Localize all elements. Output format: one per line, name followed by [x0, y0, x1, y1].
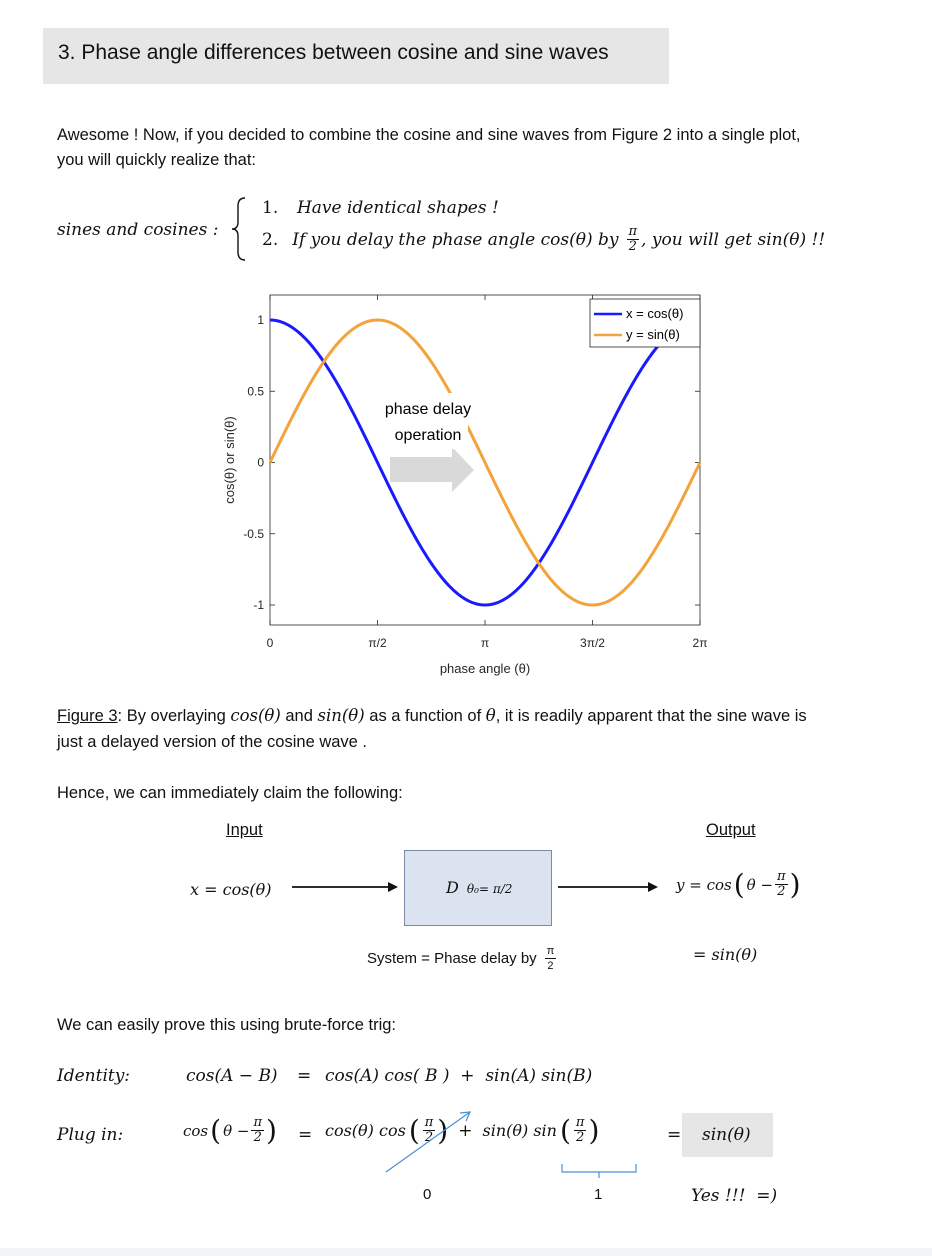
system-description-text: System = Phase delay by	[367, 950, 537, 967]
system-block-d: D	[446, 878, 459, 897]
caption-theta: θ	[485, 706, 496, 725]
annotation-line-1: phase delay	[384, 401, 472, 418]
caption-and: and	[280, 707, 318, 725]
input-expression: x = cos(θ)	[190, 880, 272, 899]
plug-in-equals-2: =	[667, 1125, 682, 1145]
system-block-subscript: θ₀= π/2	[466, 882, 513, 896]
fact-item-2-text-b: , you will get sin(θ) !!	[641, 229, 826, 250]
plug-lhs-fraction-numerator: π	[253, 1115, 262, 1130]
x-tick-label: π	[480, 636, 490, 650]
plug-rhs-fraction-1-numerator: π	[424, 1115, 434, 1130]
plug-in-equals: =	[298, 1125, 313, 1145]
plug-rhs-left-paren-2: (	[559, 1114, 571, 1147]
figure-caption-line-2: just a delayed version of the cosine wave .	[57, 733, 368, 751]
pi-over-2-fraction	[627, 225, 640, 254]
x-tick-label: 3π/2	[580, 636, 605, 650]
plug-rhs-right-paren-1: )	[437, 1114, 449, 1147]
annotation-line-2: operation	[394, 427, 462, 444]
system-fraction-denominator: 2	[547, 960, 554, 972]
fact-item-2-text-a: If you delay the phase angle cos(θ) by	[292, 229, 619, 250]
output-equals-sin: = sin(θ)	[693, 945, 758, 964]
proof-intro: We can easily prove this using brute-force trig:	[57, 1016, 397, 1034]
system-block-label	[446, 878, 512, 897]
section-heading: 3. Phase angle differences between cosine and sine waves	[58, 41, 609, 64]
y-tick-label: 0	[257, 455, 264, 470]
plug-lhs-fraction-denominator: 2	[253, 1130, 262, 1145]
caption-cos: cos(θ)	[230, 706, 281, 725]
input-arrow	[290, 880, 400, 894]
plug-rhs-fraction-1-denominator: 2	[424, 1130, 434, 1145]
plug-rhs-plus: +	[458, 1120, 473, 1141]
plug-rhs-fraction-2-denominator: 2	[576, 1130, 585, 1145]
figure-label-colon: :	[117, 707, 123, 725]
plug-rhs-sin-term: sin(θ) sin	[482, 1121, 557, 1140]
output-expr-a: y = cos	[676, 875, 732, 894]
facts-label: sines and cosines :	[57, 220, 219, 240]
y-tick-label: -1	[253, 598, 264, 612]
figure-label: Figure 3	[57, 707, 118, 725]
output-expression	[676, 868, 801, 901]
output-fraction-numerator: π	[777, 869, 786, 884]
system-fraction	[545, 944, 557, 973]
y-tick-label: 0.5	[247, 384, 264, 399]
fact-item-2-number: 2.	[262, 229, 279, 250]
fraction-denominator: 2	[628, 239, 637, 254]
page-bottom-edge	[0, 1248, 932, 1256]
output-theta: θ −	[746, 875, 774, 894]
plug-rhs-cos-term: cos(θ) cos	[325, 1121, 406, 1140]
caption-text-a: By overlaying	[122, 707, 231, 725]
y-tick-label: -0.5	[243, 526, 264, 541]
system-fraction-numerator: π	[546, 945, 555, 957]
underbrace	[562, 1164, 636, 1178]
fact-item-2	[262, 225, 825, 254]
output-fraction	[775, 870, 788, 899]
plug-in-label: Plug in:	[57, 1125, 124, 1145]
output-arrow	[556, 880, 660, 894]
input-label: Input	[226, 821, 263, 839]
plug-lhs-cos: cos	[183, 1121, 209, 1140]
figure-caption-line-1	[57, 703, 807, 729]
caption-sin: sin(θ)	[317, 706, 365, 725]
identity-rhs: cos(A) cos( B ) + sin(A) sin(B)	[325, 1066, 593, 1086]
sin-pi-over-2-value: 1	[594, 1186, 603, 1203]
identity-equals: =	[297, 1066, 312, 1086]
cos-pi-over-2-value: 0	[423, 1186, 432, 1203]
plug-lhs-right-paren: )	[266, 1114, 277, 1147]
fraction-numerator: π	[628, 224, 638, 239]
output-fraction-denominator: 2	[777, 884, 786, 899]
output-left-paren: (	[733, 868, 745, 901]
intro-line-1: Awesome ! Now, if you decided to combine the cosine and sine waves from Figure 2 into a single plot,	[57, 126, 801, 144]
caption-text-c: , it is readily apparent that the sine wave is	[495, 707, 807, 725]
x-axis-label: phase angle (θ)	[439, 661, 531, 676]
proof-annotation-marks	[380, 1106, 650, 1178]
y-axis-label: cos(θ) or sin(θ)	[222, 416, 237, 504]
plug-rhs-fraction-2-numerator: π	[575, 1115, 585, 1130]
legend-label-sin: y = sin(θ)	[626, 327, 680, 342]
intro-line-2: you will quickly realize that:	[57, 151, 256, 169]
output-label: Output	[706, 821, 756, 839]
x-tick-label: 2π	[692, 636, 708, 650]
plug-lhs-left-paren: (	[210, 1114, 222, 1147]
phase-delay-annotation	[376, 393, 474, 492]
output-right-paren: )	[789, 868, 801, 901]
left-brace	[230, 196, 248, 262]
fact-item-1	[262, 198, 499, 218]
identity-lhs: cos(A − B)	[186, 1066, 278, 1086]
yes-exclamation: Yes !!! =)	[691, 1186, 778, 1206]
fact-item-1-text: Have identical shapes !	[296, 198, 499, 218]
y-tick-label: 1	[257, 313, 264, 327]
plug-lhs-theta: θ −	[223, 1121, 250, 1140]
identity-label: Identity:	[57, 1066, 131, 1086]
plug-rhs-left-paren-1: (	[408, 1114, 420, 1147]
plug-rhs-right-paren-2: )	[588, 1114, 600, 1147]
fact-item-1-number: 1.	[262, 198, 279, 218]
plug-in-result: sin(θ)	[702, 1125, 751, 1145]
plug-in-lhs	[183, 1114, 277, 1147]
phase-chart	[190, 285, 720, 685]
claim-text: Hence, we can immediately claim the following:	[57, 784, 403, 802]
x-tick-label: 0	[266, 636, 274, 650]
x-tick-label: π/2	[368, 636, 387, 650]
system-description	[367, 944, 558, 973]
legend-label-cos: x = cos(θ)	[626, 306, 684, 321]
cancel-stroke-arrow	[386, 1112, 473, 1172]
caption-text-b: as a function of	[364, 707, 486, 725]
chart-legend	[590, 299, 700, 347]
plug-lhs-fraction	[251, 1116, 264, 1145]
